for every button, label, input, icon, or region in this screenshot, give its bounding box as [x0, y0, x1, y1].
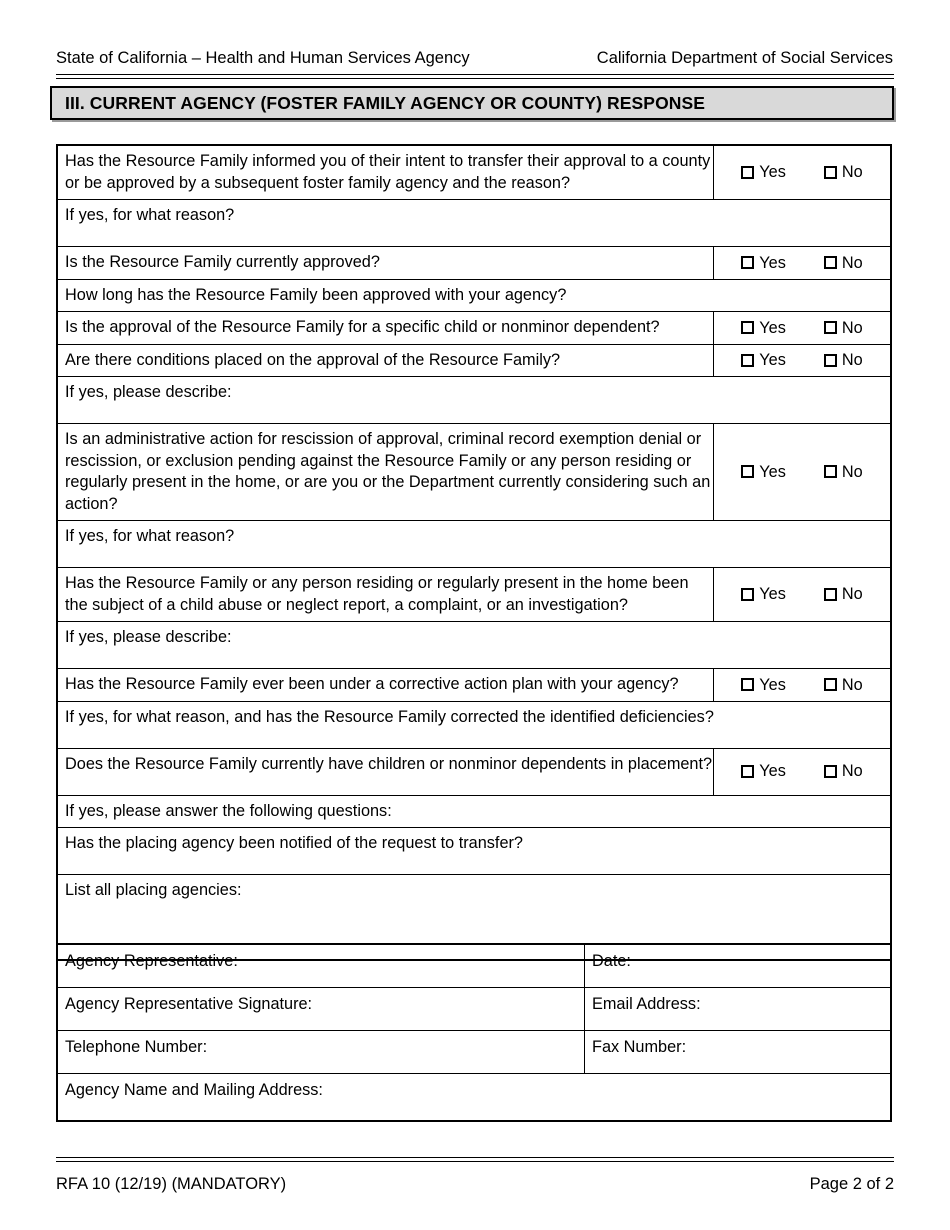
question-text: If yes, for what reason, and has the Resource Family corrected the identified deficiencies? [65, 707, 714, 726]
no-label: No [841, 253, 863, 272]
document-header [56, 48, 894, 69]
question-row [58, 200, 890, 247]
no-label: No [841, 585, 863, 604]
signature-field-label-left[interactable]: Telephone Number: [58, 1031, 585, 1073]
yes-checkbox-option[interactable] [741, 586, 786, 602]
no-label: No [841, 762, 863, 781]
agency-signature-table [56, 943, 892, 1122]
yes-label: Yes [759, 351, 786, 370]
no-checkbox-option[interactable] [824, 255, 863, 271]
no-checkbox-option[interactable] [824, 763, 863, 779]
question-row [58, 312, 890, 345]
yes-label: Yes [759, 675, 786, 694]
yes-checkbox-option[interactable] [741, 164, 786, 180]
question-text: Has the placing agency been notified of the request to transfer? [65, 834, 523, 852]
signature-field-label-right[interactable]: Email Address: [592, 995, 701, 1013]
no-checkbox-option[interactable] [824, 352, 863, 368]
yes-no-answer-group [713, 247, 890, 279]
question-text: If yes, for what reason? [65, 527, 235, 545]
document-footer [56, 1175, 894, 1194]
signature-field-label-left[interactable]: Agency Representative Signature: [58, 988, 585, 1030]
yes-label: Yes [759, 163, 786, 182]
question-row [58, 669, 890, 702]
yes-label: Yes [759, 585, 786, 604]
yes-no-answer-group [713, 345, 890, 377]
no-label: No [841, 462, 863, 481]
no-checkbox-option[interactable] [824, 677, 863, 693]
signature-row [58, 988, 890, 1031]
question-text: Are there conditions placed on the approval of the Resource Family? [65, 350, 561, 369]
question-text: How long has the Resource Family been approved with your agency? [65, 285, 567, 304]
yes-checkbox[interactable] [741, 354, 754, 367]
section-title-band [50, 86, 894, 120]
no-checkbox-option[interactable] [824, 320, 863, 336]
question-row [58, 796, 890, 829]
question-row [58, 702, 890, 749]
question-row [58, 146, 890, 200]
yes-no-answer-group [713, 749, 890, 795]
question-text: List all placing agencies: [65, 881, 242, 899]
yes-checkbox[interactable] [741, 678, 754, 691]
yes-no-answer-group [713, 568, 890, 621]
signature-row [58, 1031, 890, 1074]
yes-checkbox-option[interactable] [741, 320, 786, 336]
no-checkbox[interactable] [824, 465, 837, 478]
section-title-text: III. CURRENT AGENCY (FOSTER FAMILY AGENCY OR COUNTY) RESPONSE [65, 92, 706, 113]
yes-checkbox-option[interactable] [741, 763, 786, 779]
yes-label: Yes [759, 462, 786, 481]
footer-page-number: Page 2 of 2 [809, 1175, 894, 1193]
no-checkbox[interactable] [824, 765, 837, 778]
question-text: If yes, please describe: [65, 628, 232, 646]
no-label: No [841, 318, 863, 337]
yes-checkbox[interactable] [741, 256, 754, 269]
question-row [58, 828, 890, 875]
question-text: If yes, for what reason? [65, 206, 235, 224]
question-row [58, 521, 890, 568]
question-row [58, 280, 890, 313]
signature-field-label-right[interactable]: Date: [592, 952, 631, 970]
yes-checkbox-option[interactable] [741, 677, 786, 693]
signature-field-label-left[interactable]: Agency Representative: [58, 945, 585, 987]
question-text: Does the Resource Family currently have children or nonminor dependents in placement? [65, 754, 713, 773]
yes-no-answer-group [713, 146, 890, 199]
no-checkbox[interactable] [824, 321, 837, 334]
header-divider-rule [56, 74, 894, 79]
question-row [58, 345, 890, 378]
yes-label: Yes [759, 253, 786, 272]
question-text: If yes, please describe: [65, 383, 232, 401]
no-checkbox-option[interactable] [824, 164, 863, 180]
signature-row [58, 1074, 890, 1120]
yes-checkbox[interactable] [741, 588, 754, 601]
footer-divider-rule [56, 1157, 894, 1162]
signature-row [58, 945, 890, 988]
yes-checkbox-option[interactable] [741, 255, 786, 271]
footer-form-id: RFA 10 (12/19) (MANDATORY) [56, 1175, 287, 1193]
no-checkbox-option[interactable] [824, 464, 863, 480]
no-checkbox[interactable] [824, 678, 837, 691]
question-text: Is the Resource Family currently approved? [65, 253, 380, 271]
question-row [58, 749, 890, 796]
question-text: Has the Resource Family informed you of their intent to transfer their approval to a county or be approved by a subsequent foster family agency and the reason? [65, 152, 711, 192]
question-text: Is an administrative action for rescission of approval, criminal record exemption denial or rescission, or exclusion pending against the Resource Family or any person residing or regularly present in the home, or are you or the Department currently considering such an action? [65, 430, 711, 513]
yes-label: Yes [759, 762, 786, 781]
no-checkbox[interactable] [824, 256, 837, 269]
question-text: Has the Resource Family or any person residing or regularly present in the home been the subject of a child abuse or neglect report, a complaint, or an investigation? [65, 574, 689, 614]
yes-checkbox[interactable] [741, 465, 754, 478]
header-department: California Department of Social Services [596, 49, 893, 67]
yes-checkbox[interactable] [741, 166, 754, 179]
question-row [58, 622, 890, 669]
yes-checkbox[interactable] [741, 321, 754, 334]
question-text: Is the approval of the Resource Family for a specific child or nonminor dependent? [65, 318, 660, 336]
question-text: If yes, please answer the following questions: [65, 801, 392, 820]
yes-checkbox[interactable] [741, 765, 754, 778]
yes-checkbox-option[interactable] [741, 464, 786, 480]
no-label: No [841, 163, 863, 182]
yes-label: Yes [759, 318, 786, 337]
signature-field-label-right[interactable]: Fax Number: [592, 1038, 687, 1056]
no-checkbox[interactable] [824, 588, 837, 601]
header-agency-state: State of California – Health and Human Services Agency [56, 49, 470, 67]
no-checkbox[interactable] [824, 354, 837, 367]
agency-name-address-field[interactable]: Agency Name and Mailing Address: [65, 1081, 323, 1099]
no-label: No [841, 351, 863, 370]
question-row [58, 377, 890, 424]
question-text: Has the Resource Family ever been under a corrective action plan with your agency? [65, 675, 679, 693]
yes-checkbox-option[interactable] [741, 352, 786, 368]
question-row [58, 568, 890, 622]
yes-no-answer-group [713, 312, 890, 344]
no-label: No [841, 675, 863, 694]
no-checkbox-option[interactable] [824, 586, 863, 602]
question-row [58, 424, 890, 521]
no-checkbox[interactable] [824, 166, 837, 179]
yes-no-answer-group [713, 424, 890, 520]
question-row [58, 247, 890, 280]
yes-no-answer-group [713, 669, 890, 701]
agency-response-question-table [56, 144, 892, 961]
